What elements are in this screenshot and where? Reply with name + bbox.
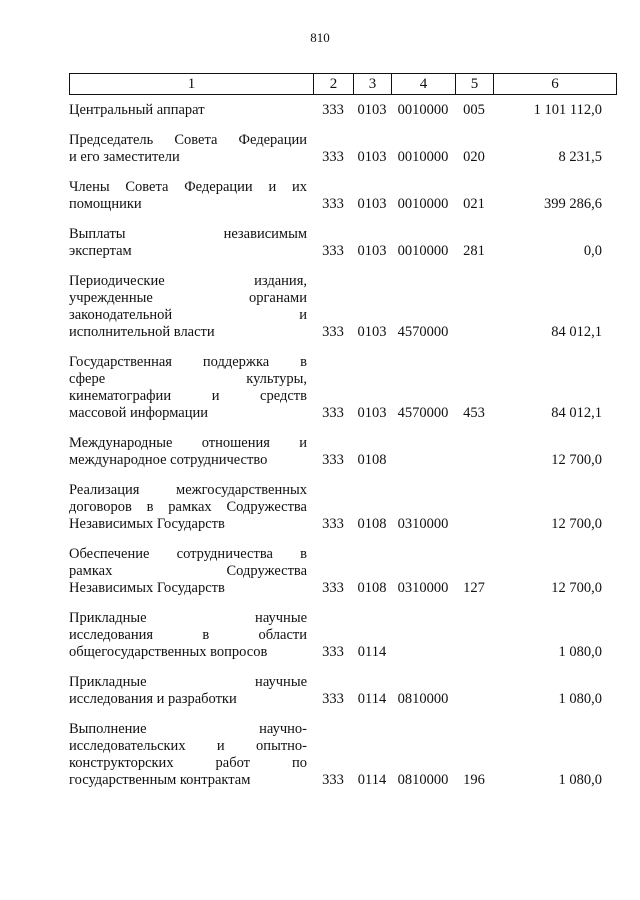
row-description-line: Обеспечение сотрудничества в	[69, 546, 307, 562]
row-cell-c3: 0103	[357, 324, 387, 340]
row-cell-c3: 0103	[357, 243, 387, 259]
row-cell-c6: 12 700,0	[551, 580, 602, 596]
row-cell-c4: 0010000	[397, 149, 449, 165]
row-description-line: исследования и разработки	[69, 691, 237, 707]
row-cell-c5: 005	[463, 102, 485, 118]
row-cell-c4: 4570000	[397, 405, 449, 421]
row-description-line: Независимых Государств	[69, 580, 225, 596]
column-header-4: 4	[392, 74, 456, 95]
row-description	[69, 226, 307, 260]
table-row	[69, 435, 616, 469]
row-cell-c3: 0103	[357, 405, 387, 421]
table-row	[69, 610, 616, 661]
table-row	[69, 273, 616, 341]
column-header-table	[69, 73, 617, 95]
column-header-5: 5	[456, 74, 494, 95]
row-cell-c5: 196	[463, 772, 485, 788]
row-cell-c2: 333	[322, 149, 344, 165]
row-cell-c3: 0114	[357, 772, 387, 788]
row-cell-c2: 333	[322, 691, 344, 707]
row-description	[69, 546, 307, 597]
row-cell-c4: 0310000	[397, 580, 449, 596]
row-description-line: массовой информации	[69, 405, 209, 421]
row-cell-c6: 399 286,6	[544, 196, 602, 212]
row-cell-c6: 12 700,0	[551, 516, 602, 532]
row-cell-c3: 0103	[357, 149, 387, 165]
row-cell-c2: 333	[322, 516, 344, 532]
row-description-line: Прикладные научные	[69, 610, 307, 626]
row-cell-c4: 0310000	[397, 516, 449, 532]
table-row	[69, 226, 616, 260]
row-description	[69, 179, 307, 213]
row-cell-c6: 1 101 112,0	[533, 102, 602, 118]
row-cell-c6: 8 231,5	[558, 149, 602, 165]
row-cell-c5: 020	[463, 149, 485, 165]
row-description-line: конструкторских работ по	[69, 755, 307, 771]
row-description-line: Выполнение научно-	[69, 721, 307, 737]
row-cell-c3: 0108	[357, 516, 387, 532]
page-number: 810	[310, 30, 330, 45]
row-cell-c4: 0810000	[397, 691, 449, 707]
row-cell-c3: 0114	[357, 644, 387, 660]
row-cell-c4: 0810000	[397, 772, 449, 788]
row-cell-c6: 1 080,0	[558, 772, 602, 788]
row-cell-c2: 333	[322, 644, 344, 660]
row-description-line: Председатель Совета Федерации	[69, 132, 307, 148]
row-cell-c3: 0108	[357, 580, 387, 596]
row-cell-c4: 0010000	[397, 196, 449, 212]
row-cell-c4: 0010000	[397, 243, 449, 259]
column-header-2: 2	[314, 74, 354, 95]
row-cell-c5: 127	[463, 580, 485, 596]
row-description	[69, 102, 307, 119]
row-description	[69, 435, 307, 469]
row-description-line: исследования в области	[69, 627, 307, 643]
row-cell-c5: 281	[463, 243, 485, 259]
row-cell-c6: 12 700,0	[551, 452, 602, 468]
row-cell-c2: 333	[322, 405, 344, 421]
row-cell-c4: 0010000	[397, 102, 449, 118]
table-row	[69, 546, 616, 597]
row-cell-c2: 333	[322, 772, 344, 788]
row-description-line: Прикладные научные	[69, 674, 307, 690]
row-description-line: Периодические издания,	[69, 273, 307, 289]
row-description-line: Международные отношения и	[69, 435, 307, 451]
row-description-line: рамках Содружества	[69, 563, 307, 579]
row-description-line: Члены Совета Федерации и их	[69, 179, 307, 195]
row-description	[69, 610, 307, 661]
row-description-line: договоров в рамках Содружества	[69, 499, 307, 515]
row-description-line: международное сотрудничество	[69, 452, 268, 468]
row-cell-c4: 4570000	[397, 324, 449, 340]
row-description-line: Независимых Государств	[69, 516, 225, 532]
column-header-3: 3	[354, 74, 392, 95]
row-description-line: экспертам	[69, 243, 132, 259]
table-row	[69, 354, 616, 422]
row-description-line: законодательной и	[69, 307, 307, 323]
row-description-line: и его заместители	[69, 149, 180, 165]
row-cell-c3: 0108	[357, 452, 387, 468]
row-description-line: сфере культуры,	[69, 371, 307, 387]
row-cell-c6: 0,0	[583, 243, 602, 259]
row-cell-c5: 021	[463, 196, 485, 212]
table-row	[69, 721, 616, 789]
column-header-1: 1	[70, 74, 314, 95]
row-description	[69, 721, 307, 789]
budget-rows	[69, 102, 616, 789]
row-description-line: учрежденные органами	[69, 290, 307, 306]
row-description-line: Государственная поддержка в	[69, 354, 307, 370]
row-cell-c3: 0103	[357, 196, 387, 212]
row-description	[69, 482, 307, 533]
row-cell-c6: 84 012,1	[551, 405, 602, 421]
row-description-line: государственным контрактам	[69, 772, 251, 788]
row-description-line: Центральный аппарат	[69, 102, 205, 118]
row-description	[69, 132, 307, 166]
row-cell-c5: 453	[463, 405, 485, 421]
row-description	[69, 273, 307, 341]
table-row	[69, 132, 616, 166]
row-description-line: Реализация межгосударственных	[69, 482, 307, 498]
row-cell-c2: 333	[322, 196, 344, 212]
column-header-6: 6	[494, 74, 617, 95]
table-row	[69, 102, 616, 119]
row-cell-c2: 333	[322, 243, 344, 259]
table-row	[69, 482, 616, 533]
row-cell-c3: 0103	[357, 102, 387, 118]
table-row	[69, 674, 616, 708]
row-description-line: помощники	[69, 196, 142, 212]
table-row	[69, 179, 616, 213]
row-cell-c3: 0114	[357, 691, 387, 707]
row-cell-c2: 333	[322, 102, 344, 118]
row-description	[69, 354, 307, 422]
row-description	[69, 674, 307, 708]
row-cell-c2: 333	[322, 452, 344, 468]
row-description-line: исследовательских и опытно-	[69, 738, 307, 754]
row-description-line: кинематографии и средств	[69, 388, 307, 404]
row-cell-c6: 84 012,1	[551, 324, 602, 340]
column-header-row	[70, 74, 617, 95]
row-cell-c2: 333	[322, 324, 344, 340]
row-description-line: общегосударственных вопросов	[69, 644, 268, 660]
row-cell-c6: 1 080,0	[558, 644, 602, 660]
row-cell-c2: 333	[322, 580, 344, 596]
row-description-line: исполнительной власти	[69, 324, 215, 340]
row-description-line: Выплаты независимым	[69, 226, 307, 242]
row-cell-c6: 1 080,0	[558, 691, 602, 707]
